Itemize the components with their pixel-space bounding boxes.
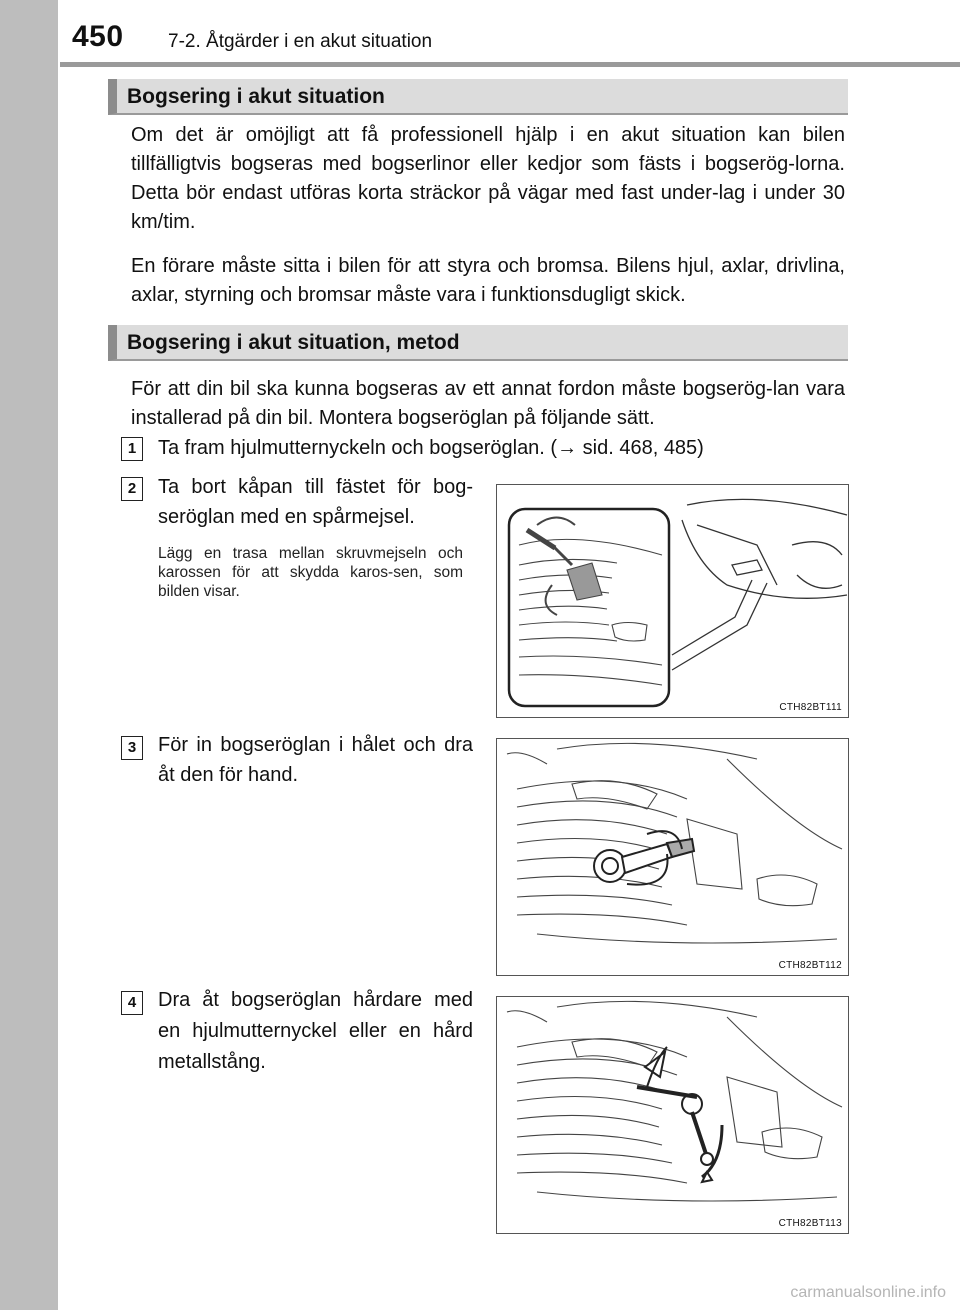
- watermark: carmanualsonline.info: [790, 1284, 946, 1301]
- figure-code: CTH82BT113: [778, 1218, 842, 1229]
- section-heading-method: [108, 325, 848, 361]
- method-paragraph: För att din bil ska kunna bogseras av ett annat fordon måste bogserög-lan vara installerad på din bil. Montera bogseröglan på följande sätt.: [131, 378, 845, 429]
- step-number-4: 4: [121, 991, 143, 1015]
- bumper-cover-illustration: [497, 485, 850, 719]
- step-2-text: Ta bort kåpan till fästet för bog-seröglan med en spårmejsel.: [158, 476, 473, 528]
- intro-paragraph-1: Om det är omöjligt att få professionell hjälp i en akut situation kan bilen tillfälligtvis bogseras med bogserlinor eller kedjor som fästs i bogserög-lorna. Detta bör endast utföras korta sträckor på vägar med fast under-lag i under 30 km/tim.: [131, 124, 845, 233]
- section-heading-towing: [108, 79, 848, 115]
- figure-remove-cover: [496, 484, 849, 718]
- page-side-tab: [0, 0, 58, 1310]
- chapter-title: 7-2. Åtgärder i en akut situation: [168, 31, 433, 52]
- tow-eye-tighten-illustration: [497, 997, 850, 1235]
- step-1-text-main: Ta fram hjulmutternyckeln och bogseröglan. (: [158, 437, 558, 459]
- step-number-1: 1: [121, 437, 143, 461]
- figure-code: CTH82BT112: [778, 960, 842, 971]
- step-3-text: För in bogseröglan i hålet och dra åt den för hand.: [158, 734, 473, 786]
- figure-insert-tow-eye: [496, 738, 849, 976]
- figure-tighten-tow-eye: [496, 996, 849, 1234]
- page-number: 450: [72, 20, 124, 53]
- step-1-page-reference: sid. 468, 485): [577, 437, 704, 459]
- step-number-2: 2: [121, 477, 143, 501]
- intro-paragraph-2: En förare måste sitta i bilen för att styra och bromsa. Bilens hjul, axlar, drivlina, axlar, styrning och bromsar måste vara i funktionsdugligt skick.: [131, 255, 845, 306]
- section-heading-text: Bogsering i akut situation, metod: [127, 331, 460, 354]
- step-number-3: 3: [121, 736, 143, 760]
- section-heading-text: Bogsering i akut situation: [127, 85, 385, 108]
- arrow-right-icon: →: [557, 437, 578, 459]
- step-4-text: Dra åt bogseröglan hårdare med en hjulmutternyckel eller en hård metallstång.: [158, 989, 473, 1073]
- step-1-text: [158, 433, 858, 463]
- figure-code: CTH82BT111: [779, 702, 842, 713]
- step-2-note: Lägg en trasa mellan skruvmejseln och karossen för att skydda karos-sen, som bilden visar.: [158, 545, 463, 600]
- header-rule: [60, 62, 960, 67]
- tow-eye-insert-illustration: [497, 739, 850, 977]
